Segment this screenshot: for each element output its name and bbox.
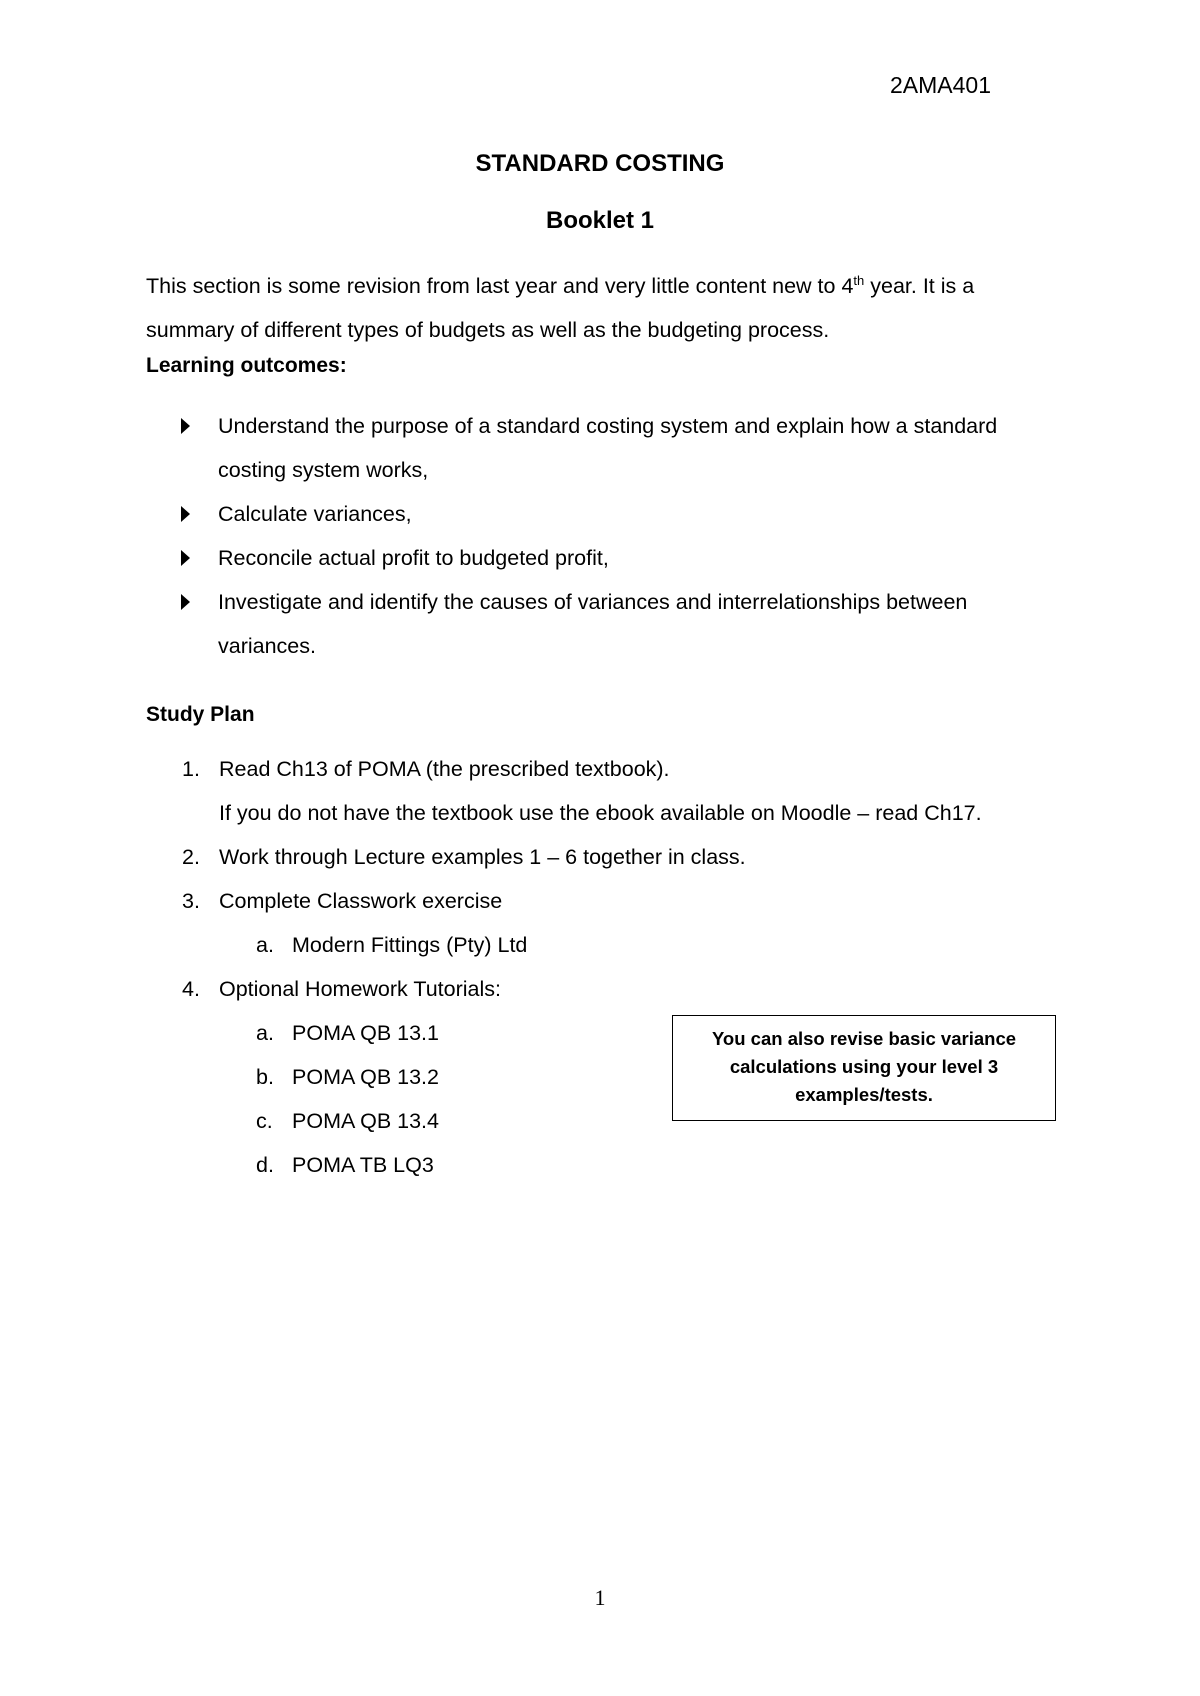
learning-outcomes-list bbox=[146, 404, 1066, 668]
study-plan-step-continuation bbox=[146, 791, 982, 835]
learning-outcomes-heading: Learning outcomes: bbox=[146, 354, 347, 377]
learning-outcome-item bbox=[146, 404, 1066, 492]
study-plan-step bbox=[146, 967, 766, 1011]
learning-outcome-text: Understand the purpose of a standard costing system and explain how a standard costing system works, bbox=[218, 414, 998, 482]
step-number: 3. bbox=[182, 889, 200, 913]
subitem-letter: b. bbox=[256, 1065, 274, 1089]
page-number: 1 bbox=[594, 1585, 606, 1610]
document-subtitle: Booklet 1 bbox=[545, 207, 655, 234]
bullet-arrow-icon bbox=[181, 550, 190, 566]
learning-outcome-text: Reconcile actual profit to budgeted profit, bbox=[218, 546, 609, 570]
step-text: Work through Lecture examples 1 – 6 together in class. bbox=[219, 845, 746, 869]
step-text: Read Ch13 of POMA (the prescribed textbook). bbox=[219, 757, 670, 781]
subitem-text: POMA QB 13.2 bbox=[292, 1065, 439, 1089]
intro-superscript: th bbox=[853, 273, 865, 288]
subitem-letter: d. bbox=[256, 1153, 274, 1177]
study-plan-subitem bbox=[146, 1143, 766, 1187]
learning-outcome-item bbox=[146, 536, 1066, 580]
step-text: Optional Homework Tutorials: bbox=[219, 977, 501, 1001]
subitem-text: POMA QB 13.1 bbox=[292, 1021, 439, 1045]
revision-note-box: You can also revise basic variance calculations using your level 3 examples/tests. bbox=[672, 1015, 1056, 1121]
intro-text-part1: This section is some revision from last year and very little content new to 4 bbox=[146, 274, 854, 298]
study-plan-heading: Study Plan bbox=[146, 703, 255, 726]
learning-outcome-text: Calculate variances, bbox=[218, 502, 412, 526]
intro-text-part2: year. It is a summary of different types of budgets as well as the budgeting process. bbox=[146, 274, 975, 342]
document-title: STANDARD COSTING bbox=[475, 150, 725, 177]
study-plan-subitem bbox=[146, 923, 766, 967]
step-number: 4. bbox=[182, 977, 200, 1001]
subitem-letter: c. bbox=[256, 1109, 273, 1133]
learning-outcome-item bbox=[146, 580, 1066, 668]
subitem-text: Modern Fittings (Pty) Ltd bbox=[292, 933, 528, 957]
study-plan-step bbox=[146, 747, 766, 791]
step-text: Complete Classwork exercise bbox=[219, 889, 503, 913]
bullet-arrow-icon bbox=[181, 418, 190, 434]
bullet-arrow-icon bbox=[181, 506, 190, 522]
step-continuation-text: If you do not have the textbook use the ebook available on Moodle – read Ch17. bbox=[219, 801, 982, 825]
learning-outcome-item bbox=[146, 492, 1066, 536]
bullet-arrow-icon bbox=[181, 594, 190, 610]
step-number: 1. bbox=[182, 757, 200, 781]
subitem-letter: a. bbox=[256, 933, 274, 957]
subitem-letter: a. bbox=[256, 1021, 274, 1045]
study-plan-step bbox=[146, 879, 766, 923]
subitem-text: POMA TB LQ3 bbox=[292, 1153, 434, 1177]
course-code: 2AMA401 bbox=[890, 72, 992, 98]
intro-paragraph bbox=[146, 264, 1066, 352]
step-number: 2. bbox=[182, 845, 200, 869]
learning-outcome-text: Investigate and identify the causes of variances and interrelationships between variances. bbox=[218, 590, 968, 658]
study-plan-step bbox=[146, 835, 766, 879]
subitem-text: POMA QB 13.4 bbox=[292, 1109, 439, 1133]
